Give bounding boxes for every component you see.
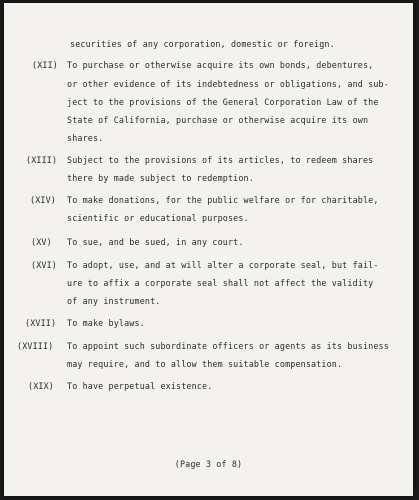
item-number: (XVII) bbox=[25, 318, 57, 328]
document-page bbox=[4, 3, 413, 496]
item-text-line: To sue, and be sued, in any court. bbox=[67, 237, 244, 247]
item-number: (XIX) bbox=[28, 381, 54, 391]
item-text-line: or other evidence of its indebtedness or obligations, and sub- bbox=[67, 79, 389, 89]
item-text-line: To adopt, use, and at will alter a corporate seal, but fail- bbox=[67, 260, 379, 270]
lead-line: securities of any corporation, domestic or foreign. bbox=[70, 39, 335, 49]
item-text-line: ject to the provisions of the General Corporation Law of the bbox=[67, 97, 379, 107]
item-number: (XII) bbox=[32, 60, 58, 70]
item-text-line: may require, and to allow them suitable compensation. bbox=[67, 359, 343, 369]
item-text-line: there by made subject to redemption. bbox=[67, 173, 254, 183]
item-text-line: To appoint such subordinate officers or agents as its business bbox=[67, 341, 389, 351]
item-text-line: ure to affix a corporate seal shall not affect the validity bbox=[67, 278, 374, 288]
item-text-line: State of California, purchase or otherwise acquire its own bbox=[67, 115, 369, 125]
item-text-line: scientific or educational purposes. bbox=[67, 213, 249, 223]
item-text-line: To make bylaws. bbox=[67, 318, 145, 328]
item-text-line: To have perpetual existence. bbox=[67, 381, 213, 391]
page-number-footer: (Page 3 of 8) bbox=[174, 459, 243, 469]
item-number: (XIV) bbox=[30, 195, 56, 205]
item-text-line: shares. bbox=[67, 133, 104, 143]
item-text-line: of any instrument. bbox=[67, 296, 161, 306]
item-text-line: To make donations, for the public welfare or for charitable, bbox=[67, 195, 379, 205]
item-text-line: To purchase or otherwise acquire its own bonds, debentures, bbox=[67, 60, 374, 70]
item-number: (XIII) bbox=[26, 155, 58, 165]
item-text-line: Subject to the provisions of its articles, to redeem shares bbox=[67, 155, 374, 165]
item-number: (XVIII) bbox=[17, 341, 54, 351]
item-number: (XV) bbox=[31, 237, 52, 247]
item-number: (XVI) bbox=[31, 260, 57, 270]
